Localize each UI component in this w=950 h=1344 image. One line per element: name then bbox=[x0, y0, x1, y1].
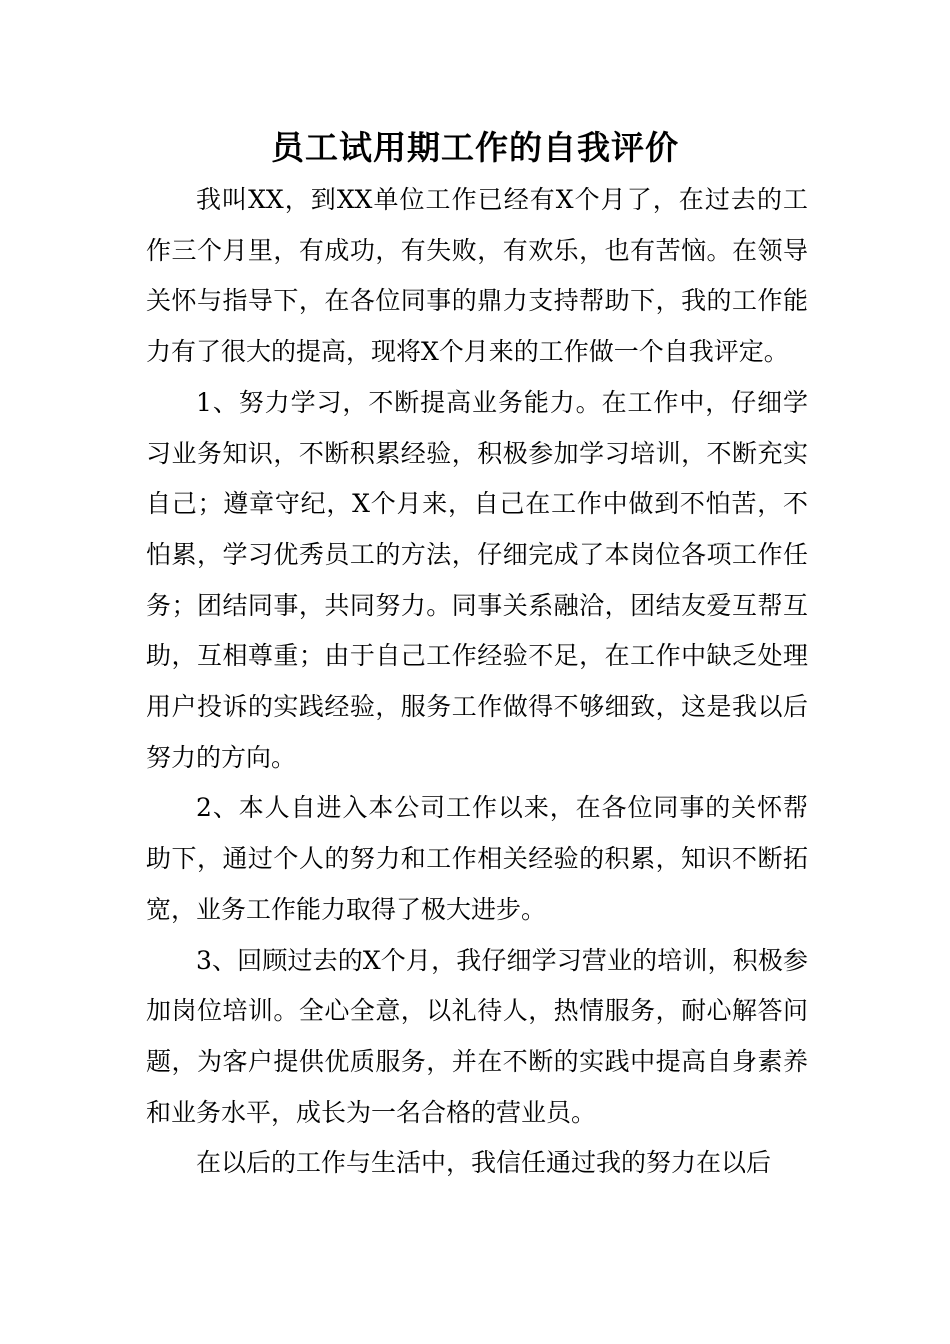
document-title: 员工试用期工作的自我评价 bbox=[271, 128, 679, 167]
paragraph-intro: 我叫XX，到XX单位工作已经有X个月了，在过去的工作三个月里，有成功，有失败，有欢乐，也有苦恼。在领导关怀与指导下，在各位同事的鼎力支持帮助下，我的工作能力有了很大的提高，现将X个月来的工作做一个自我评定。 bbox=[146, 185, 808, 367]
paragraph-item-2: 2、本人自进入本公司工作以来，在各位同事的关怀帮助下，通过个人的努力和工作相关经验的积累，知识不断拓宽，业务工作能力取得了极大进步。 bbox=[146, 793, 808, 924]
paragraph-closing: 在以后的工作与生活中，我信任通过我的努力在以后 bbox=[196, 1148, 772, 1178]
paragraph-item-3: 3、回顾过去的X个月，我仔细学习营业的培训，积极参加岗位培训。全心全意，以礼待人，热情服务，耐心解答问题，为客户提供优质服务，并在不断的实践中提高自身素养和业务水平，成长为一名合格的营业员。 bbox=[146, 945, 808, 1127]
paragraph-item-1: 1、努力学习，不断提高业务能力。在工作中，仔细学习业务知识，不断积累经验，积极参加学习培训，不断充实自己；遵章守纪，X个月来，自己在工作中做到不怕苦，不怕累，学习优秀员工的方法，仔细完成了本岗位各项工作任务；团结同事，共同努力。同事关系融洽，团结友爱互帮互助，互相尊重；由于自己工作经验不足，在工作中缺乏处理用户投诉的实践经验，服务工作做得不够细致，这是我以后努力的方向。 bbox=[146, 387, 808, 772]
document-body bbox=[146, 175, 808, 1189]
